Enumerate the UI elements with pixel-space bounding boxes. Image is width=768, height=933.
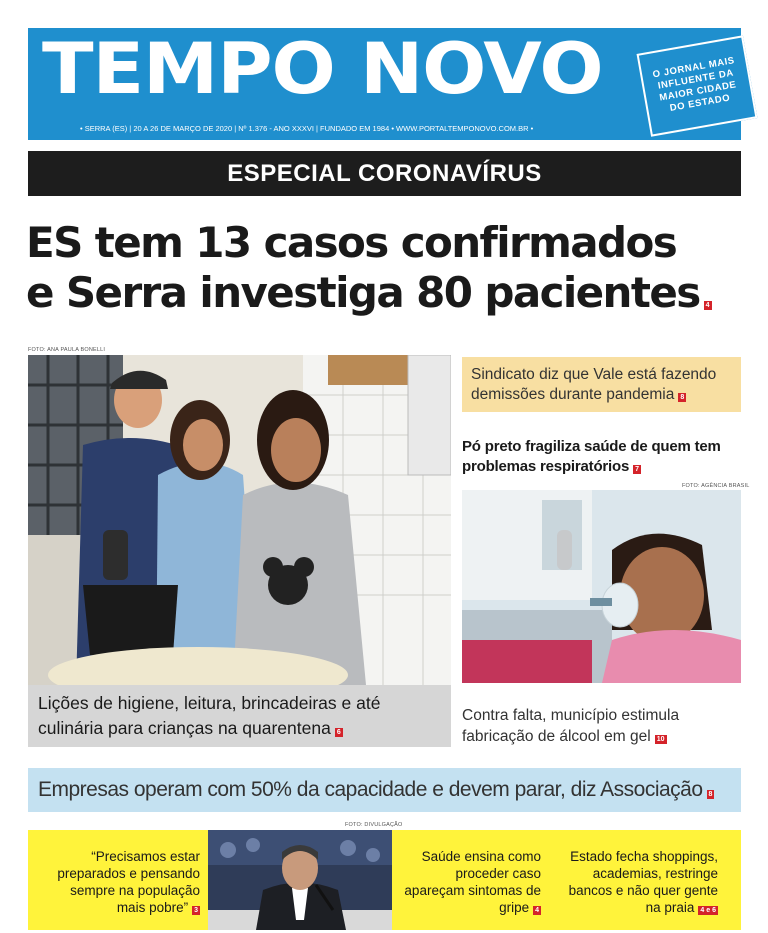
po-preto-photo[interactable] [462, 490, 741, 683]
page-ref: 4 [705, 302, 710, 309]
alcool-story[interactable]: Contra falta, município estimula fabricação de álcool em gel 10 [462, 707, 680, 745]
slogan-badge [637, 35, 758, 136]
sindicato-story[interactable]: Sindicato diz que Vale está fazendo demissões durante pandemia 8 [462, 357, 741, 412]
headline-line-2: e Serra investiga 80 pacientes 4 [26, 268, 710, 317]
headline-line-1: ES tem 13 casos confirmados [26, 218, 677, 267]
page-ref: 3 [194, 907, 198, 914]
page-ref: 7 [635, 466, 640, 473]
edition-info: • SERRA (ES) | 20 A 26 DE MARÇO DE 2020 | Nº 1.376 - ANO XXXVI | FUNDADO EM 1984 • WWW.PORTALTEMPONOVO.COM.BR • [80, 124, 534, 133]
page-ref: 4 e 6 [700, 907, 716, 914]
section-banner[interactable]: ESPECIAL CORONAVÍRUS [28, 151, 741, 196]
empresas-story[interactable]: Empresas operam com 50% da capacidade e devem parar, diz Associação 8 [28, 768, 741, 812]
po-preto-story[interactable]: Pó preto fragiliza saúde de quem tem problemas respiratórios 7 [462, 438, 721, 475]
main-headline[interactable] [26, 218, 746, 318]
slogan-text: O JORNAL MAIS INFLUENTE DA MAIOR CIDADE DO ESTADO [651, 55, 738, 114]
main-photo[interactable] [28, 355, 451, 685]
newspaper-title[interactable]: TEMPO NOVO [42, 28, 603, 110]
masthead [28, 28, 741, 140]
estado-story[interactable]: Estado fecha shoppings, academias, restringe bancos e não quer gente na praia 4 e 6 [568, 849, 718, 915]
saude-story[interactable]: Saúde ensina como proceder caso apareçam sintomas de gripe 4 [404, 849, 541, 915]
speaker-photo[interactable] [208, 830, 392, 930]
quote-story[interactable]: “Precisamos estar preparados e pensando sempre na população mais pobre” 3 [57, 849, 200, 915]
page-ref: 8 [680, 394, 685, 401]
photo-credit: FOTO: ANA PAULA BONELLI [28, 347, 106, 353]
page-ref: 10 [656, 736, 665, 743]
page-ref: 6 [336, 729, 341, 736]
photo-credit: FOTO: DIVULGAÇÃO [345, 822, 403, 828]
page-ref: 8 [708, 791, 713, 798]
photo-credit: FOTO: AGÊNCIA BRASIL [682, 483, 750, 489]
main-photo-caption[interactable]: Lições de higiene, leitura, brincadeiras e até culinária para crianças na quarentena 6 [28, 685, 451, 747]
page-ref: 4 [535, 907, 539, 914]
